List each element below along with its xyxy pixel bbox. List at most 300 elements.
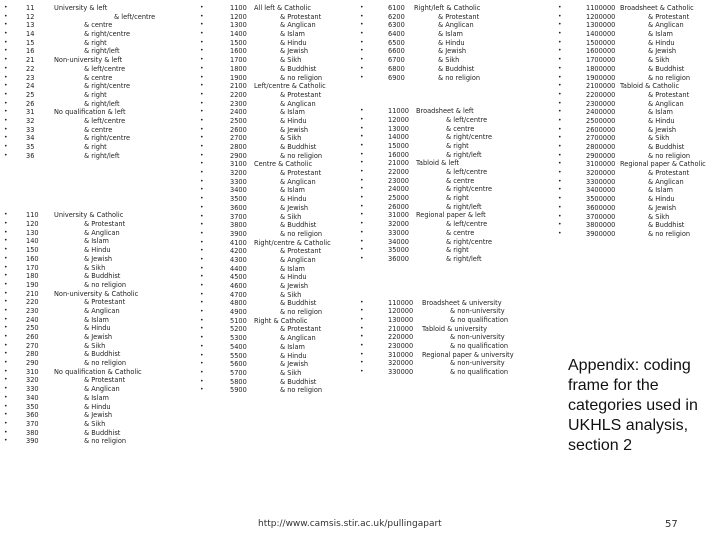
category-code: 1700 (230, 56, 247, 65)
category-label: & right/centre (84, 30, 131, 39)
bullet-icon: • (4, 246, 8, 254)
list-item (558, 204, 718, 213)
list-item (4, 281, 194, 290)
category-label: & Jewish (438, 47, 467, 56)
category-label: & right/left (446, 254, 482, 263)
bullet-icon: • (4, 289, 8, 297)
list-item (200, 4, 358, 13)
category-label: & Protestant (648, 169, 690, 178)
list-item (200, 343, 358, 352)
list-item (4, 420, 194, 429)
bullet-icon: • (4, 116, 8, 124)
list-item (4, 411, 194, 420)
bullet-icon: • (360, 350, 364, 358)
bullet-icon: • (200, 47, 204, 55)
category-code: 220 (26, 298, 39, 307)
list-item (4, 272, 194, 281)
category-label: & left/centre (446, 168, 488, 176)
list-item (558, 169, 718, 178)
category-label: & Hindu (648, 195, 675, 204)
category-code: 1100 (230, 4, 247, 12)
category-label: & Anglican (84, 306, 120, 315)
category-label: & Protestant (84, 220, 126, 229)
bullet-icon: • (558, 47, 562, 55)
category-label: University & Catholic (54, 211, 124, 220)
category-label: Regional paper & university (422, 350, 514, 359)
category-code: 35000 (388, 246, 409, 255)
bullet-icon: • (4, 21, 8, 29)
bullet-icon: • (558, 64, 562, 72)
category-code: 230 (26, 306, 39, 315)
category-code: 6600 (388, 47, 405, 56)
list-item (4, 316, 194, 325)
list-item (360, 168, 560, 177)
category-label: & Hindu (648, 38, 675, 47)
bullet-icon: • (558, 212, 562, 220)
category-code: 31000 (388, 211, 409, 220)
category-code: 6700 (388, 56, 405, 65)
category-label: & Jewish (648, 203, 677, 212)
category-label: & right/centre (84, 82, 131, 91)
bullet-icon: • (4, 315, 8, 323)
list-item (200, 291, 358, 300)
bullet-icon: • (200, 360, 204, 368)
bullet-icon: • (558, 73, 562, 81)
bullet-icon: • (4, 108, 8, 116)
category-code: 2400000 (586, 108, 616, 117)
category-code: 210 (26, 289, 39, 298)
bullet-icon: • (200, 143, 204, 150)
category-label: & Anglican (280, 99, 316, 108)
category-code: 2100 (230, 82, 247, 91)
category-label: & Hindu (648, 116, 675, 125)
category-code: 2600000 (586, 125, 616, 134)
category-label: & Jewish (280, 203, 309, 212)
list-item (558, 4, 718, 13)
bullet-icon: • (200, 238, 204, 246)
list-item (4, 4, 194, 13)
list-block-3a (360, 4, 560, 82)
category-code: 2700000 (586, 134, 616, 143)
category-label: & Buddhist (438, 64, 475, 73)
category-label: & Buddhist (280, 377, 317, 386)
category-label: Broadsheet & left (416, 107, 474, 116)
category-code: 4100 (230, 238, 247, 247)
category-code: 3700 (230, 212, 247, 221)
category-label: Regional paper & Catholic (620, 160, 706, 169)
category-code: 26 (26, 99, 35, 108)
bullet-icon: • (360, 202, 364, 210)
bullet-icon: • (200, 316, 204, 324)
category-label: & right/left (84, 47, 120, 56)
category-code: 21000 (388, 159, 409, 168)
list-item (4, 376, 194, 385)
category-label: & Islam (648, 186, 673, 195)
bullet-icon: • (4, 4, 8, 11)
category-code: 2700 (230, 134, 247, 143)
bullet-icon: • (200, 30, 204, 38)
category-label: Right & Catholic (254, 316, 308, 325)
category-label: & Islam (280, 342, 305, 351)
bullet-icon: • (360, 124, 364, 132)
category-label: & no religion (84, 359, 127, 368)
bullet-icon: • (4, 254, 8, 262)
bullet-icon: • (360, 107, 364, 115)
list-block-3c (360, 299, 560, 377)
bullet-icon: • (200, 368, 204, 376)
category-code: 5600 (230, 360, 247, 369)
category-label: & Hindu (280, 351, 307, 360)
category-label: & Buddhist (84, 272, 121, 281)
list-item (558, 117, 718, 126)
list-item (4, 126, 194, 135)
category-code: 320000 (388, 359, 414, 368)
bullet-icon: • (200, 247, 204, 255)
list-item (200, 152, 358, 161)
list-item (558, 13, 718, 22)
category-code: 3500000 (586, 195, 616, 204)
category-code: 4300 (230, 255, 247, 264)
category-code: 26000 (388, 202, 409, 211)
list-item (4, 56, 194, 65)
list-item (558, 213, 718, 222)
bullet-icon: • (4, 437, 8, 445)
bullet-icon: • (4, 228, 8, 236)
category-label: & right (446, 246, 469, 255)
category-label: & Buddhist (280, 64, 317, 73)
category-label: & left/centre (84, 64, 126, 73)
list-item (200, 117, 358, 126)
bullet-icon: • (200, 99, 204, 107)
category-label: & no qualification (450, 315, 509, 324)
category-label: & no religion (84, 280, 127, 289)
category-label: & Sikh (280, 134, 302, 143)
list-item (200, 369, 358, 378)
category-code: 3200 (230, 169, 247, 178)
list-item (558, 30, 718, 39)
list-item (558, 100, 718, 109)
bullet-icon: • (4, 47, 8, 55)
category-label: & Islam (438, 30, 463, 39)
category-code: 14 (26, 30, 35, 39)
bullet-icon: • (200, 229, 204, 237)
list-item (200, 21, 358, 30)
category-label: & Buddhist (280, 221, 317, 230)
bullet-icon: • (558, 143, 562, 150)
bullet-icon: • (200, 221, 204, 229)
category-code: 370 (26, 419, 39, 428)
list-item (4, 21, 194, 30)
list-item (4, 324, 194, 333)
category-code: 2400 (230, 108, 247, 117)
bullet-icon: • (200, 108, 204, 116)
category-label: & non-university (450, 359, 505, 368)
category-label: & no qualification (450, 342, 509, 350)
category-label: & Sikh (84, 419, 106, 428)
bullet-icon: • (4, 56, 8, 64)
bullet-icon: • (360, 333, 364, 341)
category-label: & centre (84, 21, 113, 30)
category-label: & Islam (280, 30, 305, 39)
bullet-icon: • (360, 307, 364, 315)
category-code: 240 (26, 315, 39, 324)
category-label: & Islam (280, 186, 305, 195)
list-item (4, 359, 194, 368)
bullet-icon: • (360, 176, 364, 184)
category-label: & Islam (84, 237, 109, 246)
category-label: & Sikh (280, 212, 302, 221)
bullet-icon: • (200, 12, 204, 20)
column-2 (200, 4, 358, 395)
category-label: & Protestant (84, 298, 126, 307)
category-code: 3500 (230, 195, 247, 204)
bullet-icon: • (200, 116, 204, 124)
list-item (200, 91, 358, 100)
category-label: & Anglican (84, 385, 120, 394)
bullet-icon: • (360, 64, 364, 72)
list-item (360, 39, 560, 48)
list-item (200, 360, 358, 369)
category-code: 11000 (388, 107, 409, 116)
bullet-icon: • (360, 228, 364, 236)
list-item (360, 351, 560, 360)
category-label: All left & Catholic (254, 4, 312, 12)
category-code: 4200 (230, 247, 247, 256)
bullet-icon: • (200, 21, 204, 29)
list-item (200, 108, 358, 117)
category-code: 1900 (230, 73, 247, 82)
category-code: 1800000 (586, 64, 616, 73)
list-item (558, 82, 718, 91)
category-label: & Jewish (84, 333, 113, 341)
list-item (558, 134, 718, 143)
list-item (360, 116, 560, 125)
category-code: 13 (26, 21, 35, 30)
category-label: & Anglican (648, 177, 684, 186)
bullet-icon: • (360, 73, 364, 81)
category-label: & Islam (280, 108, 305, 117)
category-code: 32 (26, 116, 35, 125)
bullet-icon: • (4, 73, 8, 81)
bullet-icon: • (200, 299, 204, 307)
list-item (360, 325, 560, 334)
category-code: 260 (26, 333, 39, 341)
list-item (200, 47, 358, 56)
category-label: & Sikh (648, 56, 670, 65)
bullet-icon: • (4, 38, 8, 46)
category-label: & Protestant (648, 12, 690, 21)
list-item (200, 169, 358, 178)
category-label: & Jewish (84, 411, 113, 420)
category-label: Non-university & left (54, 56, 123, 65)
category-label: & right/left (84, 99, 120, 108)
category-label: & right/centre (446, 237, 493, 246)
category-label: & no religion (280, 73, 323, 82)
list-item (4, 30, 194, 39)
category-code: 36 (26, 151, 35, 160)
bullet-icon: • (558, 99, 562, 107)
category-code: 3900000 (586, 229, 616, 238)
category-label: & Hindu (280, 116, 307, 125)
category-code: 33 (26, 125, 35, 134)
bullet-icon: • (200, 308, 204, 316)
category-code: 3800 (230, 221, 247, 230)
category-code: 5800 (230, 377, 247, 386)
list-item (200, 82, 358, 91)
category-code: 130000 (388, 315, 414, 324)
category-label: & Sikh (280, 56, 302, 65)
category-code: 4700 (230, 290, 247, 299)
category-code: 24 (26, 82, 35, 91)
category-code: 290 (26, 359, 39, 368)
bullet-icon: • (4, 220, 8, 228)
category-label: & Buddhist (280, 143, 317, 151)
category-label: & right (84, 90, 107, 99)
bullet-icon: • (4, 333, 8, 340)
bullet-icon: • (4, 82, 8, 90)
list-item (4, 255, 194, 264)
category-label: & Buddhist (648, 221, 685, 230)
bullet-icon: • (200, 255, 204, 263)
category-label: Non-university & Catholic (54, 289, 139, 298)
category-label: No qualification & Catholic (54, 367, 142, 376)
bullet-icon: • (200, 64, 204, 72)
list-item (558, 39, 718, 48)
bullet-icon: • (558, 151, 562, 159)
category-label: & centre (446, 228, 475, 237)
category-code: 130 (26, 228, 39, 237)
list-item (200, 334, 358, 343)
category-label: & Anglican (648, 21, 684, 30)
category-code: 1300 (230, 21, 247, 30)
list-item (360, 342, 560, 351)
bullet-icon: • (200, 186, 204, 194)
bullet-icon: • (200, 90, 204, 98)
category-code: 5400 (230, 342, 247, 351)
category-code: 310000 (388, 350, 414, 359)
bullet-icon: • (200, 351, 204, 359)
category-label: & Hindu (280, 195, 307, 204)
list-item (4, 350, 194, 359)
list-item (200, 325, 358, 334)
category-label: & Sikh (648, 212, 670, 221)
list-item (360, 177, 560, 186)
bullet-icon: • (558, 108, 562, 116)
category-code: 4500 (230, 273, 247, 282)
bullet-icon: • (4, 419, 8, 427)
bullet-icon: • (4, 237, 8, 245)
category-label: & Islam (648, 108, 673, 117)
category-code: 2200000 (586, 90, 616, 99)
category-code: 6900 (388, 73, 405, 82)
category-label: & no religion (648, 229, 691, 238)
category-label: & right (446, 194, 469, 203)
bullet-icon: • (360, 211, 364, 219)
bullet-icon: • (360, 115, 364, 123)
list-item (200, 317, 358, 326)
list-item (360, 133, 560, 142)
category-code: 2900000 (586, 151, 616, 160)
category-code: 2500 (230, 116, 247, 125)
category-code: 2600 (230, 125, 247, 134)
bullet-icon: • (558, 21, 562, 29)
category-code: 320 (26, 376, 39, 385)
category-code: 3600 (230, 203, 247, 212)
category-code: 22000 (388, 168, 409, 176)
bullet-icon: • (4, 263, 8, 271)
list-item (558, 178, 718, 187)
bullet-icon: • (4, 298, 8, 306)
category-label: Broadsheet & Catholic (620, 4, 694, 12)
category-label: & right/left (84, 151, 120, 160)
category-code: 1400000 (586, 30, 616, 39)
category-label: & Jewish (280, 360, 309, 369)
category-code: 3200000 (586, 169, 616, 178)
category-label: & right (84, 143, 107, 151)
bullet-icon: • (360, 168, 364, 175)
bullet-icon: • (200, 4, 204, 11)
bullet-icon: • (4, 125, 8, 133)
bullet-icon: • (200, 203, 204, 211)
bullet-icon: • (4, 211, 8, 219)
category-label: & no religion (280, 229, 323, 238)
category-label: & right (84, 38, 107, 47)
bullet-icon: • (200, 169, 204, 177)
category-label: & right (446, 141, 469, 150)
category-code: 280 (26, 350, 39, 359)
category-code: 120 (26, 220, 39, 229)
bullet-icon: • (4, 324, 8, 332)
list-item (200, 74, 358, 83)
list-item (360, 359, 560, 368)
category-code: 12000 (388, 115, 409, 124)
category-code: 1200000 (586, 12, 616, 21)
category-code: 3100 (230, 160, 247, 169)
category-code: 1600000 (586, 47, 616, 56)
list-item (360, 194, 560, 203)
category-code: 1100000 (586, 4, 616, 12)
bullet-icon: • (558, 177, 562, 185)
category-code: 4400 (230, 264, 247, 273)
list-item (360, 47, 560, 56)
column-3 (360, 4, 560, 377)
list-item (360, 159, 560, 168)
list-item (360, 30, 560, 39)
category-label: Centre & Catholic (254, 160, 313, 169)
category-code: 32000 (388, 220, 409, 229)
list-item (4, 74, 194, 83)
bullet-icon: • (200, 134, 204, 142)
category-label: & Protestant (280, 247, 322, 256)
list-item (4, 39, 194, 48)
category-code: 1500 (230, 38, 247, 47)
category-label: & Jewish (280, 47, 309, 56)
bullet-icon: • (4, 134, 8, 142)
list-item (360, 211, 560, 220)
bullet-icon: • (200, 160, 204, 168)
list-item (4, 13, 194, 22)
bullet-icon: • (200, 38, 204, 46)
category-label: & Sikh (84, 341, 106, 350)
list-item (4, 117, 194, 126)
category-code: 23000 (388, 176, 409, 185)
category-code: 3700000 (586, 212, 616, 221)
category-label: & Anglican (280, 21, 316, 30)
bullet-icon: • (200, 334, 204, 342)
category-label: Tabloid & left (416, 159, 460, 168)
category-code: 2300 (230, 99, 247, 108)
list-item (200, 230, 358, 239)
